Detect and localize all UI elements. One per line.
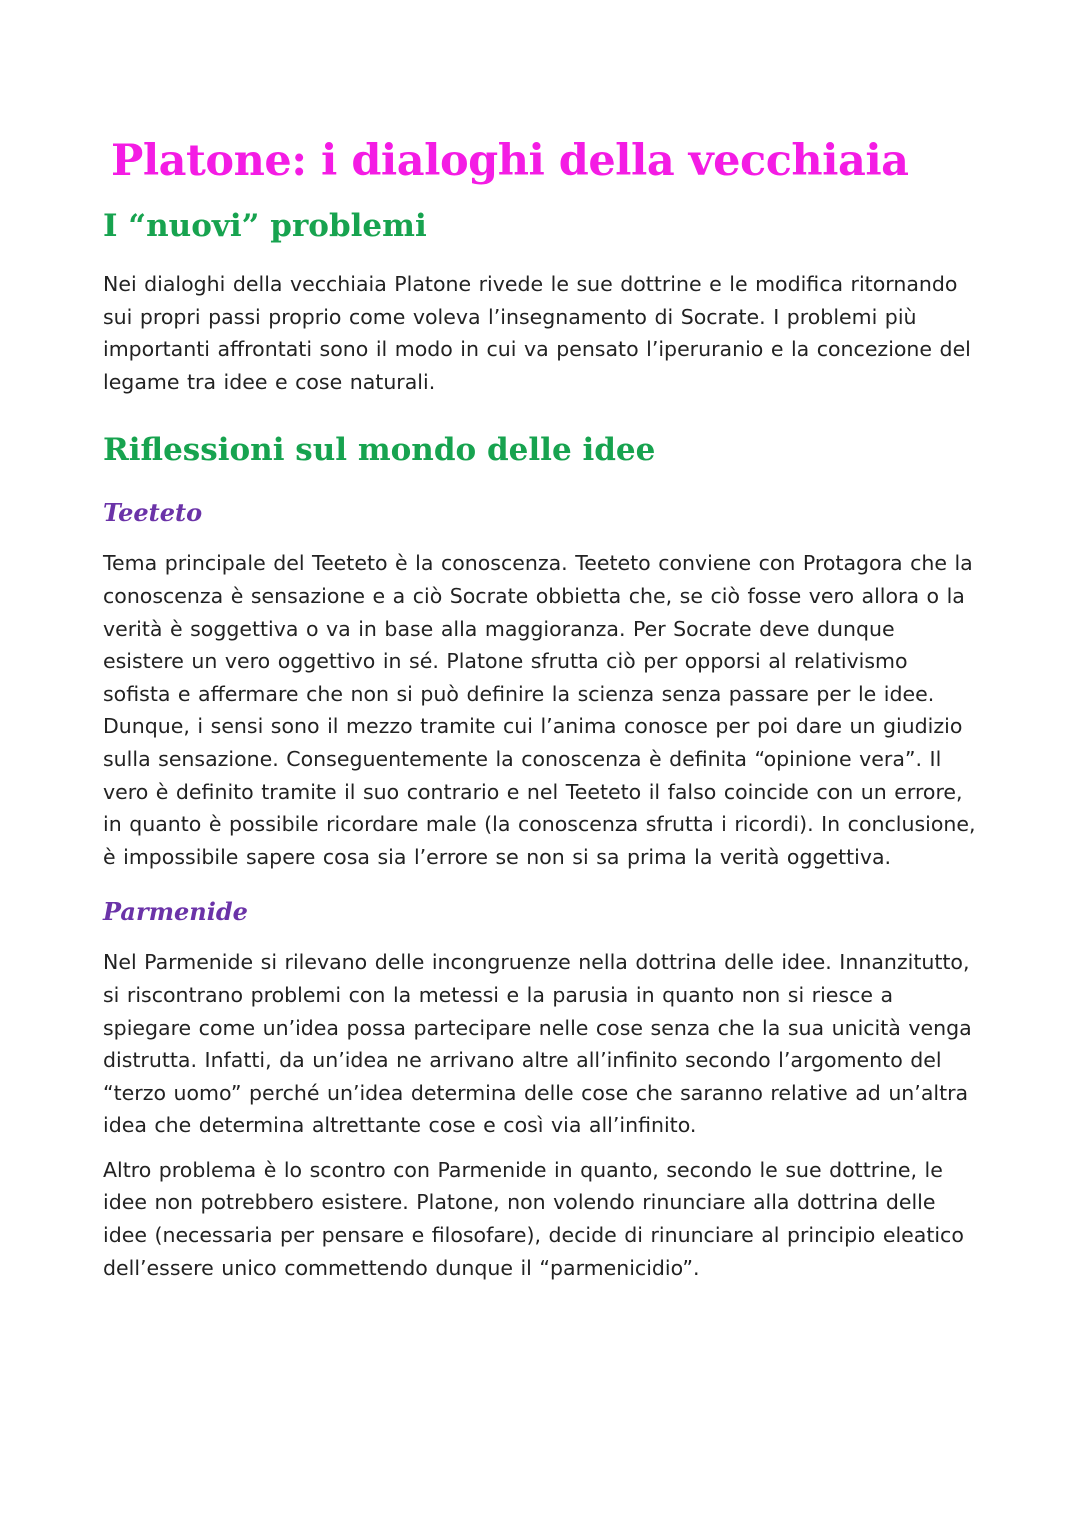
paragraph-teeteto: Tema principale del Teeteto è la conoscenza. Teeteto conviene con Protagora che la conoscenza è sensazione e a ciò Socrate obbietta che, se ciò fosse vero allora o la verità è soggettiva o va in base alla maggioranza. Per Socrate deve dunque esistere un vero oggettivo in sé. Platone sfrutta ciò per opporsi al relativismo sofista e affermare che non si può definire la scienza senza passare per le idee. Dunque, i sensi sono il mezzo tramite cui l’anima conosce per poi dare un giudizio sulla sensazione. Conseguentemente la conoscenza è definita “opinione vera”. Il vero è definito tramite il suo contrario e nel Teeteto il falso coincide con un errore, in quanto è possibile ricordare male (la conoscenza sfrutta i ricordi). In conclusione, è impossibile sapere cosa sia l’errore se non si sa prima la verità oggettiva. bbox=[103, 551, 976, 869]
section-heading-riflessioni: Riflessioni sul mondo delle idee bbox=[103, 432, 656, 469]
document-title: Platone: i dialoghi della vecchiaia bbox=[111, 136, 909, 186]
subsection-heading-teeteto: Teeteto bbox=[103, 498, 203, 528]
subsection-heading-parmenide: Parmenide bbox=[103, 897, 248, 927]
section-heading-nuovi-problemi: I “nuovi” problemi bbox=[103, 208, 427, 244]
paragraph-parmenide-1: Nel Parmenide si rilevano delle incongruenze nella dottrina delle idee. Innanzitutto, si riscontrano problemi con la metessi e la parusia in quanto non si riesce a spiegare come un’idea possa partecipare nelle cose senza che la sua unicità venga distrutta. Infatti, da un’idea ne arrivano altre all’infinito secondo l’argomento del “terzo uomo” perché un’idea determina delle cose che saranno relative ad un’altra idea che determina altrettante cose e così via all’infinito. bbox=[103, 950, 972, 1138]
paragraph-nuovi-problemi: Nei dialoghi della vecchiaia Platone rivede le sue dottrine e le modifica ritornando sui propri passi proprio come voleva l’insegnamento di Socrate. I problemi più importanti affrontati sono il modo in cui va pensato l’iperuranio e la concezione del legame tra idee e cose naturali. bbox=[103, 272, 971, 394]
paragraph-parmenide-2: Altro problema è lo scontro con Parmenide in quanto, secondo le sue dottrine, le idee non potrebbero esistere. Platone, non volendo rinunciare alla dottrina delle idee (necessaria per pensare e filosofare), decide di rinunciare al principio eleatico dell’essere unico commettendo dunque il “parmenicidio”. bbox=[103, 1157, 964, 1280]
